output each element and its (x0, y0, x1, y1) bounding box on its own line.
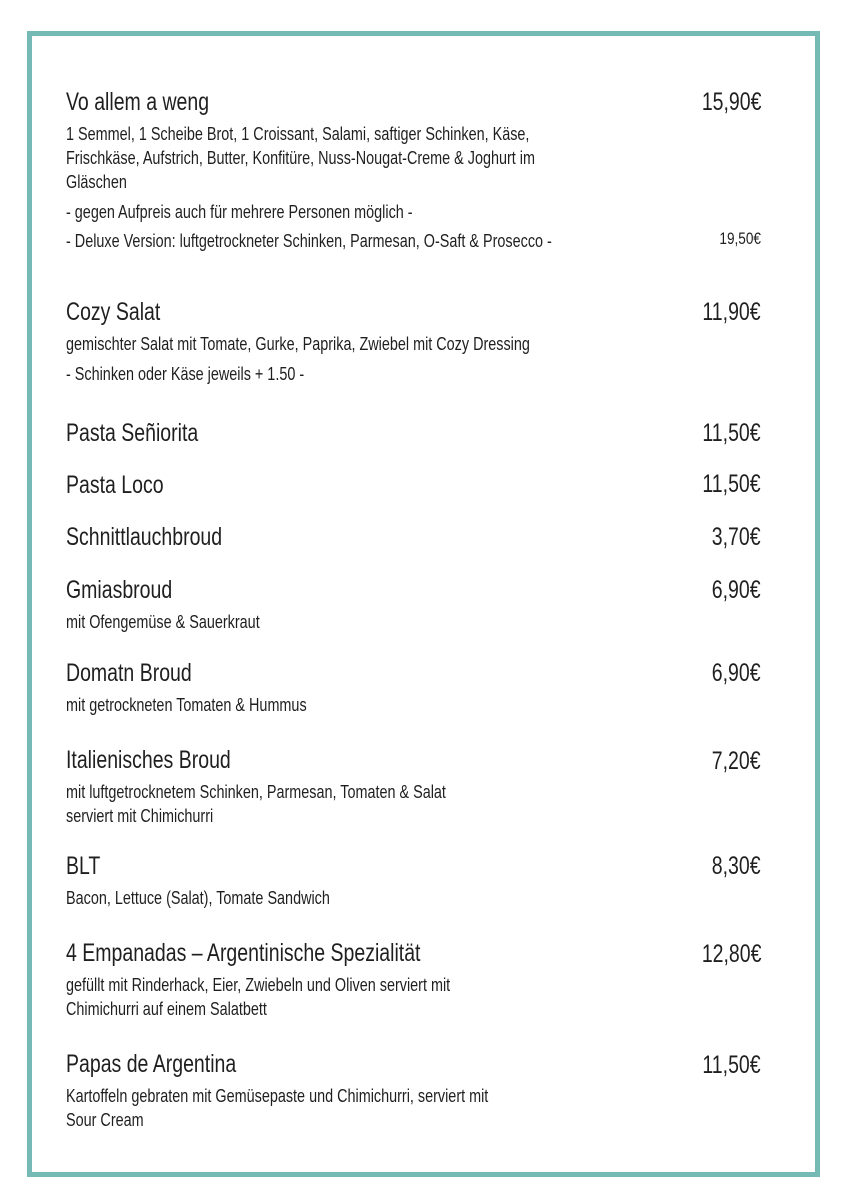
menu-item-note: - gegen Aufpreis auch für mehrere Personen möglich - (66, 202, 413, 222)
menu-item-description: Sour Cream (66, 1110, 144, 1130)
menu-item-description: mit luftgetrocknetem Schinken, Parmesan, Tomaten & Salat (66, 782, 446, 802)
menu-item-title: Domatn Broud (66, 659, 192, 687)
menu-item-title: Vo allem a weng (66, 88, 210, 116)
menu-item-title: Pasta Señiorita (66, 419, 199, 447)
menu-item-description: Gläschen (66, 172, 127, 192)
menu-item-price: 6,90€ (712, 576, 761, 604)
menu-item-title: Pasta Loco (66, 471, 164, 499)
menu-item-price: 11,50€ (702, 1051, 761, 1079)
menu-item-description: mit getrockneten Tomaten & Hummus (66, 695, 307, 715)
menu-item-title: Schnittlauchbroud (66, 523, 223, 551)
menu-item-price: 6,90€ (712, 659, 761, 687)
menu-item-price: 11,50€ (702, 419, 761, 447)
menu-item-title: Cozy Salat (66, 298, 161, 326)
menu-item-description: 1 Semmel, 1 Scheibe Brot, 1 Croissant, Salami, saftiger Schinken, Käse, (66, 124, 530, 144)
menu-item-description: gefüllt mit Rinderhack, Eier, Zwiebeln und Oliven serviert mit (66, 975, 451, 995)
menu-item-price: 11,90€ (702, 298, 761, 326)
menu-item-description: mit Ofengemüse & Sauerkraut (66, 612, 260, 632)
menu-item-description: Bacon, Lettuce (Salat), Tomate Sandwich (66, 888, 330, 908)
menu-item-title: Gmiasbroud (66, 576, 173, 604)
menu-item-price: 11,50€ (702, 470, 761, 498)
menu-item-price: 8,30€ (712, 852, 761, 880)
menu-item-price: 12,80€ (701, 940, 761, 968)
menu-item-title: BLT (66, 852, 101, 880)
menu-item-description: Frischkäse, Aufstrich, Butter, Konfitüre, Nuss-Nougat-Creme & Joghurt im (66, 148, 535, 168)
menu-item-note: - Schinken oder Käse jeweils + 1.50 - (66, 364, 305, 384)
menu-item-description: serviert mit Chimichurri (66, 806, 214, 826)
menu-item-price: 15,90€ (701, 88, 761, 116)
menu-item-note-price: 19,50€ (719, 229, 761, 248)
menu-item-price: 7,20€ (712, 747, 761, 775)
menu-item-title: Italienisches Broud (66, 746, 231, 774)
menu-item-description: Chimichurri auf einem Salatbett (66, 999, 267, 1019)
menu-item-price: 3,70€ (712, 523, 761, 551)
menu-item-title: Papas de Argentina (66, 1050, 237, 1078)
menu-item-title: 4 Empanadas – Argentinische Spezialität (66, 939, 421, 967)
menu-item-description: gemischter Salat mit Tomate, Gurke, Paprika, Zwiebel mit Cozy Dressing (66, 334, 530, 354)
menu-item-note: - Deluxe Version: luftgetrockneter Schinken, Parmesan, O-Saft & Prosecco - (66, 231, 552, 251)
menu-item-description: Kartoffeln gebraten mit Gemüsepaste und Chimichurri, serviert mit (66, 1086, 489, 1106)
